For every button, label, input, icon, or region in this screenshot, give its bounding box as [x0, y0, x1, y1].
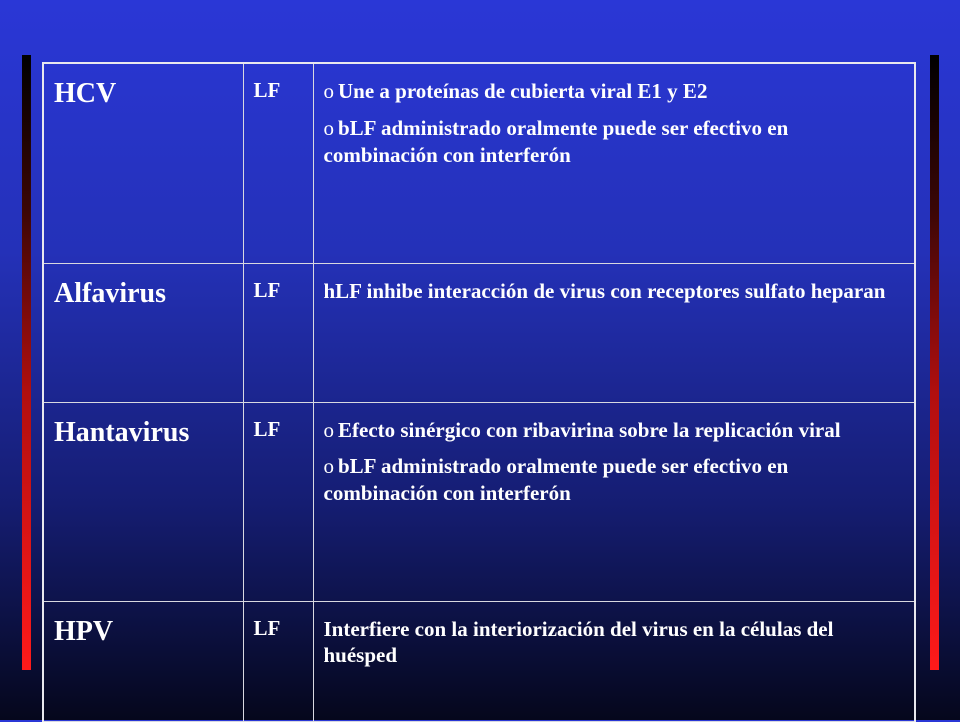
description-cell: [313, 402, 915, 601]
bullet-marker: o: [323, 454, 334, 479]
description-text: Efecto sinérgico con ribavirina sobre la replicación viral: [338, 417, 841, 442]
left-decorative-bar: [22, 55, 31, 670]
description-text: bLF administrado oralmente puede ser efectivo en combinación con interferón: [323, 115, 789, 167]
right-decorative-bar: [930, 55, 939, 670]
description-line: [324, 616, 905, 670]
table-row: [43, 402, 915, 601]
description-text: Interfiere con la interiorización del virus en la células del huésped: [323, 616, 834, 668]
description-line: [324, 453, 905, 507]
bullet-marker: o: [323, 115, 334, 140]
bullet-marker: o: [323, 417, 334, 442]
bullet-marker: o: [323, 79, 334, 103]
description-line: [324, 78, 905, 105]
description-line: [324, 278, 905, 305]
virus-lactoferrin-table: [42, 62, 916, 722]
description-cell: [313, 263, 915, 402]
agent-cell: LF: [243, 601, 313, 721]
table-row: [43, 601, 915, 721]
agent-cell: LF: [243, 63, 313, 263]
table-row: [43, 63, 915, 263]
virus-name-cell: Hantavirus: [43, 402, 243, 601]
description-text: hLF inhibe interacción de virus con receptores sulfato heparan: [323, 278, 886, 303]
description-cell: [313, 601, 915, 721]
description-line: [324, 115, 905, 169]
agent-cell: LF: [243, 402, 313, 601]
table-row: [43, 263, 915, 402]
description-line: [324, 417, 905, 444]
agent-cell: LF: [243, 263, 313, 402]
description-text: Une a proteínas de cubierta viral E1 y E2: [338, 79, 708, 103]
virus-name-cell: Alfavirus: [43, 263, 243, 402]
description-cell: [313, 63, 915, 263]
description-text: bLF administrado oralmente puede ser efectivo en combinación con interferón: [323, 454, 789, 506]
virus-name-cell: HPV: [43, 601, 243, 721]
virus-name-cell: HCV: [43, 63, 243, 263]
